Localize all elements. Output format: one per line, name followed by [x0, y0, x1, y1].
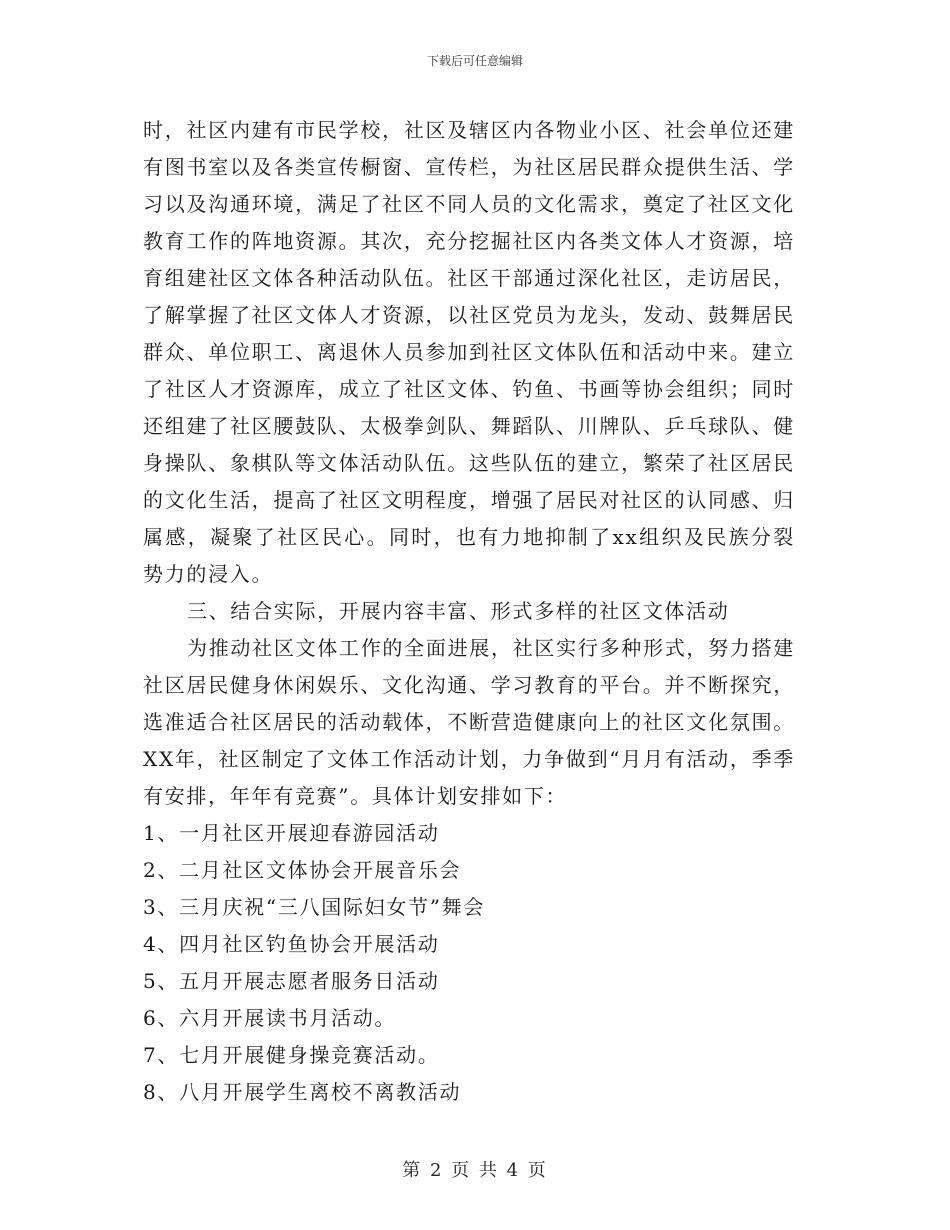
- paragraph-activity-plan: 为推动社区文体工作的全面进展，社区实行多种形式，努力搭建社区居民健身休闲娱乐、文化沟通、学习教育的平台。并不断探究，选准适合社区居民的活动载体，不断营造健康向上的社区文化氛围。XX年，社区制定了文体工作活动计划，力争做到“月月有活动，季季有安排，年年有竞赛”。具体计划安排如下：: [143, 636, 795, 808]
- document-body: [143, 112, 795, 1111]
- list-item: 3、三月庆祝“三八国际妇女节”舞会: [143, 895, 486, 919]
- list-item: 1、一月社区开展迎春游园活动: [143, 821, 440, 845]
- page-number: 第 2 页 共 4 页: [402, 1160, 548, 1181]
- list-item: 8、八月开展学生离校不离教活动: [143, 1080, 462, 1104]
- list-item: 2、二月社区文体协会开展音乐会: [143, 858, 462, 882]
- list-item: 6、六月开展读书月活动。: [143, 1006, 397, 1030]
- paragraph-community-resources: 时，社区内建有市民学校，社区及辖区内各物业小区、社会单位还建有图书室以及各类宣传橱窗、宣传栏，为社区居民群众提供生活、学习以及沟通环境，满足了社区不同人员的文化需求，奠定了社区文化教育工作的阵地资源。其次，充分挖掘社区内各类文体人才资源，培育组建社区文体各种活动队伍。社区干部通过深化社区，走访居民，了解掌握了社区文体人才资源，以社区党员为龙头，发动、鼓舞居民群众、单位职工、离退休人员参加到社区文体队伍和活动中来。建立了社区人才资源库，成立了社区文体、钓鱼、书画等协会组织；同时还组建了社区腰鼓队、太极拳剑队、舞蹈队、川牌队、乒乓球队、健身操队、象棋队等文体活动队伍。这些队伍的建立，繁荣了社区居民的文化生活，提高了社区文明程度，增强了居民对社区的认同感、归属感，凝聚了社区民心。同时，也有力地抑制了xx组织及民族分裂势力的浸入。: [143, 118, 795, 586]
- section-heading-3: 三、结合实际，开展内容丰富、形式多样的社区文体活动: [187, 599, 730, 623]
- page-header: 下载后可任意编辑: [426, 54, 523, 68]
- list-item: 7、七月开展健身操竞赛活动。: [143, 1043, 440, 1067]
- list-item: 5、五月开展志愿者服务日活动: [143, 969, 440, 993]
- list-item: 4、四月社区钓鱼协会开展活动: [143, 932, 440, 956]
